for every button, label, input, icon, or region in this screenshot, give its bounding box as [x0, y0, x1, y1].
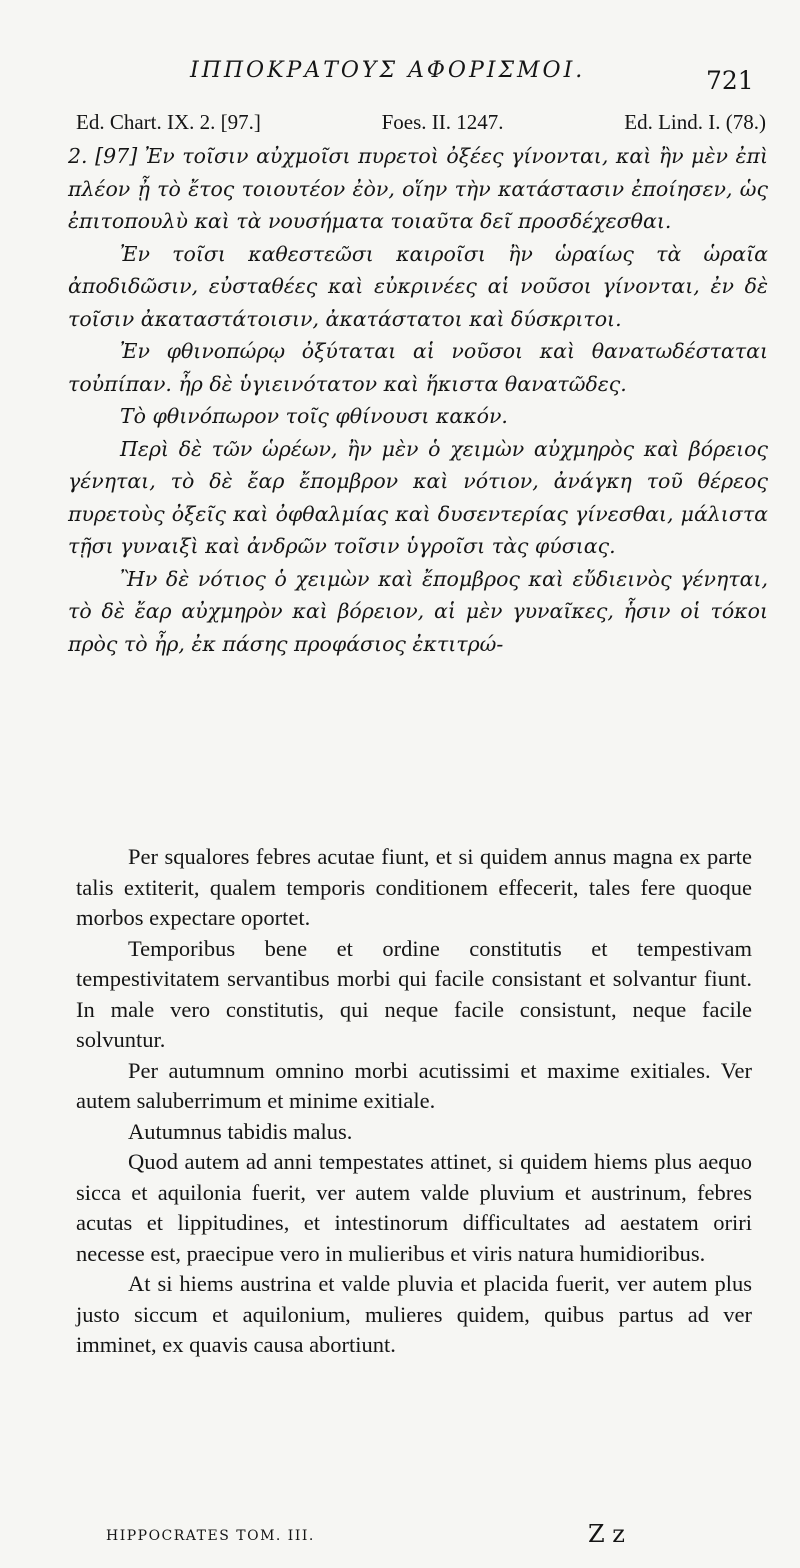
page-number: 721 — [706, 66, 754, 95]
reference-chartier: Ed. Chart. IX. 2. [97.] — [76, 110, 261, 134]
running-title: ΙΠΠΟΚΡΑΤΟΥΣ ΑΦΟΡΙΣΜΟΙ. — [190, 58, 586, 83]
greek-paragraph: Περὶ δὲ τῶν ὡρέων, ἢν μὲν ὁ χειμὼν αὐχμηρὸς καὶ βόρειος γένηται, τὸ δὲ ἔαρ ἔπομβρον καὶ νότιον, ἀνάγκη τοῦ θέρεος πυρετοὺς ὀξεῖς καὶ ὀφθαλμίας καὶ δυσεντερίας γίνεσθαι, μάλιστα τῇσι γυναιξὶ καὶ ἀνδρῶν τοῖσιν ὑγροῖσι τὰς φύσιας. — [68, 436, 768, 558]
edition-references — [76, 110, 766, 135]
latin-paragraph: Autumnus tabidis malus. — [128, 1118, 353, 1144]
latin-paragraph: Temporibus bene et ordine constitutis et tempestivam tempestivitatem servantibus morbi qui facile consistant et solvantur fiunt. In male vero constitutis, qui neque facile consistunt, neque facile solvuntur. — [76, 935, 752, 1052]
latin-paragraph: Per squalores febres acutae fiunt, et si quidem annus magna ex parte talis extiterit, qualem temporis conditionem effecerit, tales fere quoque morbos expectare oportet. — [76, 844, 752, 930]
page-header — [0, 50, 800, 95]
latin-translation — [76, 842, 752, 1361]
reference-linden: Ed. Lind. I. (78.) — [624, 110, 766, 134]
printer-signature: HIPPOCRATES TOM. III. — [106, 1528, 315, 1544]
latin-paragraph: Quod autem ad anni tempestates attinet, si quidem hiems plus aequo sicca et aquilonia fuerit, ver autem valde pluvium et austrinum, febres acutas et lippitudines, et intestinorum difficultates ad aestatem oriri necesse est, praecipue vero in mulieribus et viris natura humidioribus. — [76, 1149, 752, 1266]
reference-foes: Foes. II. 1247. — [381, 110, 504, 134]
greek-text — [68, 140, 768, 660]
greek-paragraph: 2. [97] Ἐν τοῖσιν αὐχμοῖσι πυρετοὶ ὀξέες γίνονται, καὶ ἢν μὲν ἐπὶ πλέον ᾖ τὸ ἔτος τοιουτέον ἐὸν, οἵην τὴν κατάστασιν ἐποίησεν, ὡς ἐπιτοπουλὺ καὶ τὰ νουσήματα τοιαῦτα δεῖ προσδέχεσθαι. — [68, 144, 768, 233]
latin-paragraph: Per autumnum omnino morbi acutissimi et maxime exitiales. Ver autem saluberrimum et minime exitiale. — [76, 1057, 752, 1113]
greek-paragraph: Ἢν δὲ νότιος ὁ χειμὼν καὶ ἔπομβρος καὶ εὔδιεινὸς γένηται, τὸ δὲ ἔαρ αὐχμηρὸν καὶ βόρειον, αἱ μὲν γυναῖκες, ἧσιν οἱ τόκοι πρὸς τὸ ἦρ, ἐκ πάσης προφάσιος ἐκτιτρώ- — [68, 566, 768, 656]
greek-paragraph: Ἐν τοῖσι καθεστεῶσι καιροῖσι ἢν ὡραίως τὰ ὡραῖα ἀποδιδῶσιν, εὐσταθέες καὶ εὐκρινέες αἱ νοῦσοι γίνονται, ἐν δὲ τοῖσιν ἀκαταστάτοισιν, ἀκατάστατοι καὶ δύσκριτοι. — [68, 241, 768, 331]
page-footer — [80, 1520, 730, 1550]
greek-paragraph: Τὸ φθινόπωρον τοῖς φθίνουσι κακόν. — [120, 404, 508, 428]
signature-mark: Z z — [588, 1520, 625, 1548]
greek-paragraph: Ἐν φθινοπώρῳ ὀξύταται αἱ νοῦσοι καὶ θανατωδέσταται τοὐπίπαν. ἦρ δὲ ὑγιεινότατον καὶ ἥκιστα θανατῶδες. — [68, 339, 768, 396]
latin-paragraph: At si hiems austrina et valde pluvia et placida fuerit, ver autem plus justo siccum et aquilonium, mulieres quidem, quibus partus ad ver imminet, ex quavis causa abortiunt. — [76, 1271, 752, 1357]
